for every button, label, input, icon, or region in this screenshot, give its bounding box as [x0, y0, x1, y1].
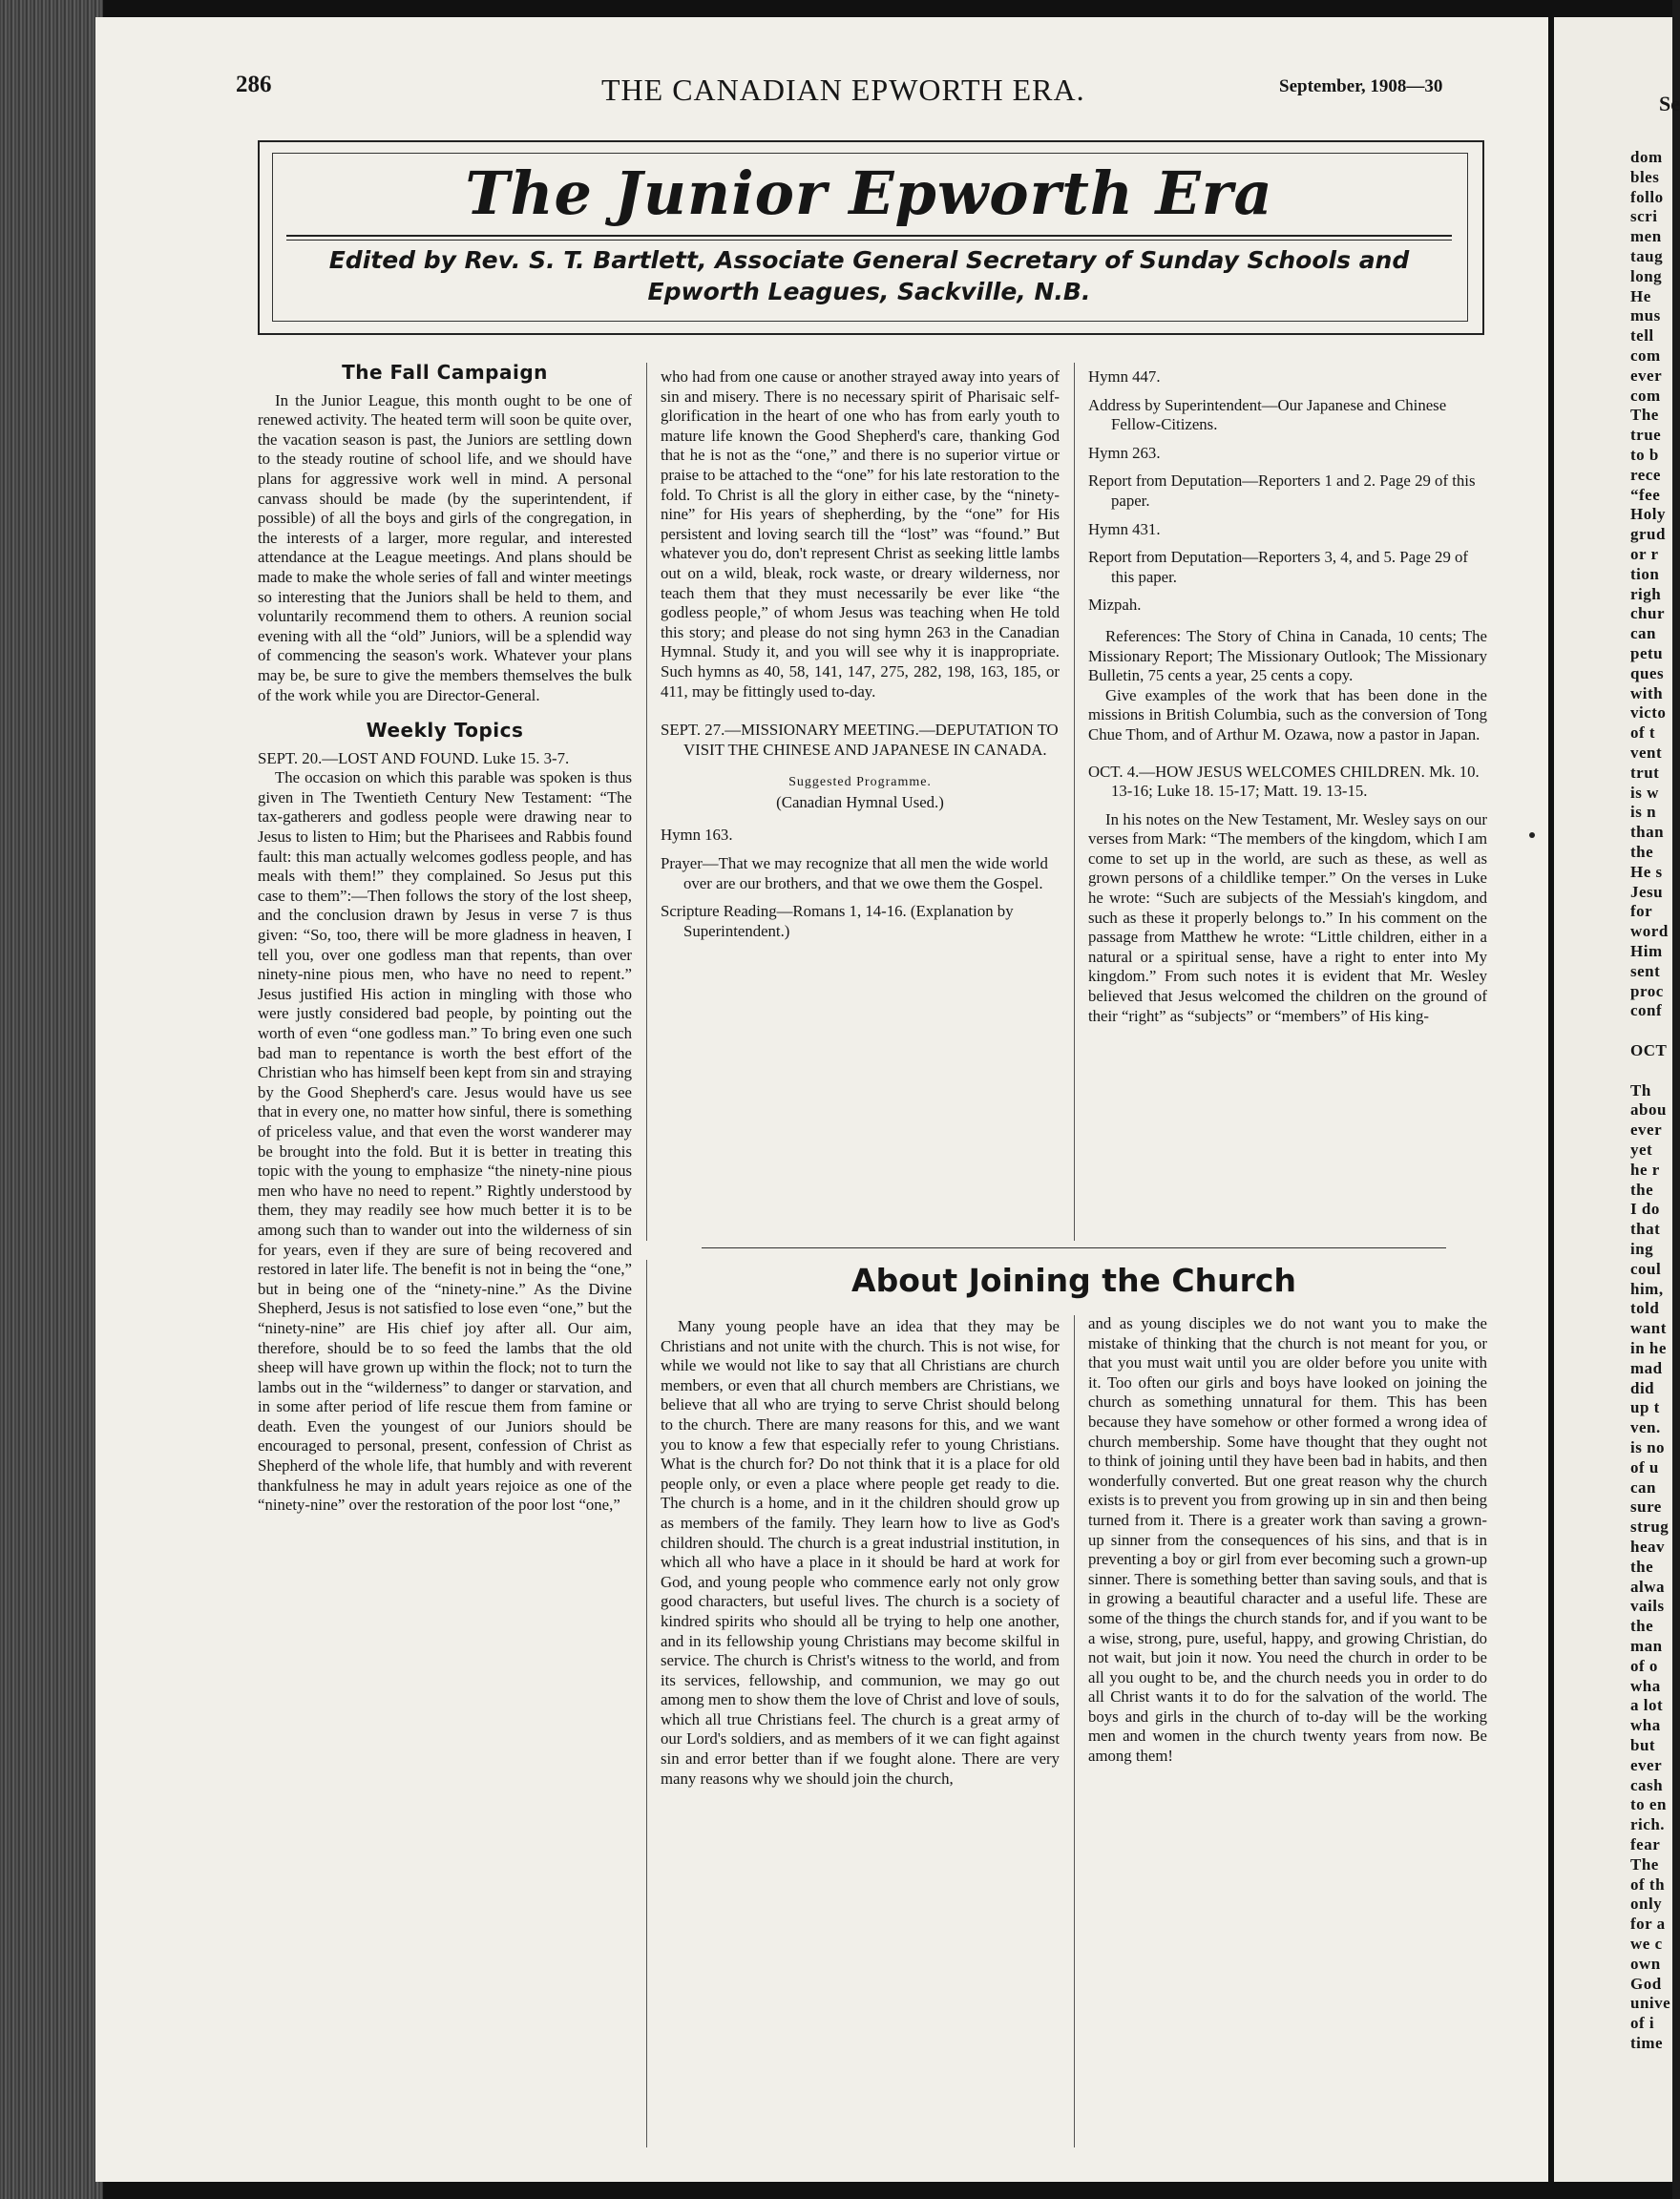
adjacent-page-line: of th: [1630, 1874, 1666, 1894]
adjacent-page-line: Holy: [1630, 505, 1666, 524]
programme-item: Report from Deputation—Reporters 1 and 2. Page 29 of this paper.: [1088, 471, 1476, 510]
fall-campaign-body: In the Junior League, this month ought to be one of renewed activity. The heated term will soon be quite over, the vacation season is past, the Juniors are settling down to the steady routine of school life, and we should have plans for aggressive work well in mind. A personal canvass should be made (by the superintendent, if possible) of all the boys and girls of the congregation, in the interests of a larger, more regular, and interested attendance at the League meetings. And plans should be made to make the whole series of fall and winter meetings so interesting that the Juniors shall be held to them, and voluntarily recommend them to others. A reunion social evening with all the “old” Juniors, will be a splendid way of commencing the season's work. Whatever your plans may be, be sure to give the members themselves the bulk of the work while you are Director-General.: [258, 390, 632, 704]
adjacent-page-line: tion: [1630, 564, 1660, 583]
adjacent-page-line: Th: [1630, 1080, 1651, 1100]
adjacent-page-line: com: [1630, 346, 1661, 365]
adjacent-page-line: can: [1630, 624, 1656, 643]
adjacent-page-line: The: [1630, 1854, 1659, 1874]
adjacent-page-line: for: [1630, 902, 1653, 921]
masthead-title: The Junior Epworth Era: [465, 158, 1273, 228]
masthead-rule-thin: [286, 240, 1452, 241]
adjacent-page-line: cash: [1630, 1775, 1664, 1794]
adjacent-page-line: petu: [1630, 644, 1664, 662]
masthead-editor-line-2: Epworth Leagues, Sackville, N.B.: [647, 278, 1091, 305]
adjacent-page-line: want: [1630, 1319, 1667, 1338]
adjacent-page-line: OCT: [1630, 1041, 1668, 1059]
adjacent-page-line: conf: [1630, 1001, 1663, 1020]
adjacent-page-line: Jesu: [1630, 882, 1664, 901]
adjacent-page-line: we c: [1630, 1935, 1663, 1953]
adjacent-page-line: own: [1630, 1954, 1661, 1973]
adjacent-page-line: rich.: [1630, 1815, 1666, 1834]
adjacent-page-line: victo: [1630, 703, 1667, 723]
adjacent-page-line: ques: [1630, 663, 1665, 682]
joining-church-text-1: Many young people have an idea that they may be Christians and not unite with the church. This is not wise, for while we would not like to say that all Christians are church members, or even that all church members are Christians, we believe that all who are trying to serve Christ should belong to the church. There are many reasons for this, and we want you to know a few that especially refer to young Christians. What is the church for? Do not think that it is a place for old people only, or even a place where people get ready to die. The church is a home, and in it the children should grow up as members of the family. They learn how to live as God's children should. The church is a great industrial institution, in which all who have a place in it should be hard at work for God, and young people who commence early not only grow good characters, but useful lives. The church is a society of kindred spirits who should all be trying to help one another, and in its fellowship young Christians may become skilful in service. The church is Christ's witness to the world, and from its services, fellowship, and communion, we may go out among men to show them the love of Christ and love of souls, which all true Christians feel. The church is a great army of our Lord's soldiers, and as members of it we can fight against sin and error better than if we fought alone. There are very many reasons why we should join the church,: [661, 1317, 1060, 1788]
adjacent-page-line: the: [1630, 1557, 1654, 1576]
adjacent-page-line: men: [1630, 227, 1662, 246]
adjacent-page-line: ever: [1630, 1755, 1663, 1774]
sept20-continued: who had from one cause or another strayed away into years of sin and misery. There is no necessary spirit of Pharisaic self-glorification in the heart of one who has from early youth to mature life known the Good Shepherd's care, thanking God that he is not as the “one,” and there is no superior virtue or praise to be attached to the “one” for his late restoration to the fold. To Christ is all the glory in either case, by the “ninety-nine” for His years of shepherding, by the “one” for His persistent and loving search till the “lost” was “found.” But whatever you do, don't represent Christ as seeking little lambs out on a wild, bleak, rock waste, or dreary wilderness, nor teach them that they must necessarily be ever like “the godless people,” of whom Jesus was teaching when He told this story; and please do not sing hymn 263 in the Canadian Hymnal. Study it, and you will see why it is inappropriate. Such hymns as 40, 58, 141, 147, 275, 282, 198, 163, 185, or 411, may be fittingly used to-day.: [661, 367, 1060, 701]
adjacent-page-line: only: [1630, 1895, 1663, 1914]
programme-item: Report from Deputation—Reporters 3, 4, and 5. Page 29 of this paper.: [1088, 548, 1469, 586]
page-number: 286: [236, 72, 272, 97]
adjacent-page-line: word: [1630, 922, 1669, 941]
adjacent-page-line: mad: [1630, 1358, 1663, 1377]
fall-campaign-heading: The Fall Campaign: [342, 361, 548, 384]
adjacent-page-line: dom: [1630, 148, 1663, 166]
programme-item: Address by Superintendent—Our Japanese and Chinese Fellow-Citizens.: [1088, 395, 1447, 434]
adjacent-page-line: The: [1630, 406, 1659, 425]
masthead-editor-line-1: Edited by Rev. S. T. Bartlett, Associate General Secretary of Sunday Schools and: [328, 246, 1410, 274]
adjacent-page-line: righ: [1630, 584, 1662, 603]
adjacent-page-line: alwa: [1630, 1577, 1665, 1596]
column-divider-2b: [1074, 1315, 1075, 2147]
adjacent-page: [1554, 17, 1680, 2182]
adjacent-page-line: of o: [1630, 1656, 1658, 1675]
issue-date: September, 1908—30: [1279, 76, 1443, 96]
adjacent-page-line: time: [1630, 2034, 1664, 2052]
adjacent-page-line: wha: [1630, 1716, 1661, 1735]
masthead-rule: [286, 235, 1452, 237]
adjacent-page-line: he r: [1630, 1160, 1660, 1179]
adjacent-page-line: He s: [1630, 862, 1663, 881]
adjacent-page-line: him,: [1630, 1279, 1664, 1298]
column-divider-1b: [646, 1260, 647, 2147]
publication-title: THE CANADIAN EPWORTH ERA.: [601, 73, 1085, 107]
adjacent-page-line: a lot: [1630, 1696, 1664, 1715]
adjacent-page-line: than: [1630, 823, 1665, 842]
references-paragraph: References: The Story of China in Canada, 10 cents; The Missionary Report; The Missionary Outlook; The Missionary Bulletin, 75 cents a year, 25 cents a copy.: [1088, 626, 1487, 685]
programme-subheading: (Canadian Hymnal Used.): [776, 792, 944, 811]
adjacent-page-line: fear: [1630, 1835, 1661, 1853]
sept20-body: The occasion on which this parable was spoken is thus given in The Twentieth Century New Testament: “The tax-gatherers and godless people were drawing near to Jesus to listen to Him; but the Pharisees and Rabbis found fault: this man actually welcomes godless people, and has meals with them!” they complained. So Jesus put this case to them”:—Then follows the story of the lost sheep, and the conclusion drawn by Jesus in verse 7 is thus given: “So, too, there will be more gladness in heaven, I tell you, over one godless man that repents, than over ninety-nine pious men, who have no need to repent.” Jesus justified His action in mingling with those who were justly considered bad people, by pointing out the worth of even “one godless man.” To bring even one such bad man to repentance is worth the best effort of the Christian who has himself been kept from sin and straying by the Good Shepherd's care. Jesus would have us see that in every one, no matter how sinful, there is something of priceless value, and that even the worst wanderer may be brought into the fold. But it is better in treating this topic with the young to emphasize “the ninety-nine pious men who have no need to repent.” Rightly understood by them, they may readily see how much better it is to be among such than to wander out into the wilderness of sin for years, even if they are sure of being recovered and restored in later life. The benefit is not in being the “one,” but in being one of the “ninety-nine.” As the Divine Shepherd, Jesus is not satisfied to lose even “one,” but the “ninety-nine” are His chief joy after all. Our aim, therefore, should be to so feed the lambs that the old sheep will have grown up within the flock; not to turn the lambs out in the “wilderness” to danger or starvation, and in some after period of life rescue them from famine or death. Even the youngest of our Juniors should be encouraged to personal, present, confession of Christ as Shepherd of the whole life, that humbly and with reverent thankfulness he may in adult years rejoice as one of the “ninety-nine” over the restoration of the poor lost “one,”: [258, 768, 632, 1515]
adjacent-page-line: the: [1630, 1180, 1654, 1199]
programme-item: Hymn 263.: [1088, 443, 1161, 462]
adjacent-page-line: bles: [1630, 167, 1660, 186]
weekly-topics-heading: Weekly Topics: [366, 719, 524, 743]
adjacent-page-line: scri: [1630, 207, 1658, 226]
adjacent-page-line: ever: [1630, 366, 1663, 385]
adjacent-page-line: is w: [1630, 783, 1659, 802]
adjacent-page-line: to b: [1630, 446, 1659, 464]
programme-item: Mizpah.: [1088, 596, 1142, 615]
adjacent-page-line: for a: [1630, 1915, 1666, 1934]
oct4-body: In his notes on the New Testament, Mr. Wesley says on our verses from Mark: “The members of the kingdom, which I am come to set up in the world, are such as these, as well as grown persons of a childlike temper.” On the verses in Luke he wrote: “Such are subjects of the Messiah's kingdom, and such as these it properly belongs to.” In his comment on the passage from Matthew he wrote: “Little children, either in a natural or a spiritual sense, have a right to enter into My kingdom.” From such notes it is evident that Mr. Wesley believed that Jesus welcomed the children on the ground of their “right” as “subjects” or “members” of His king-: [1088, 809, 1488, 1025]
adjacent-page-line: chur: [1630, 604, 1665, 623]
column-divider-1: [646, 363, 647, 1241]
examples-paragraph: Give examples of the work that has been done in the missions in British Columbia, such as the conversion of Tong Chue Thom, and of Arthur M. Ozawa, now a pastor in Japan.: [1088, 685, 1487, 743]
adjacent-page-line: com: [1630, 386, 1661, 405]
adjacent-page-line: in he: [1630, 1339, 1667, 1357]
book-binding: [0, 0, 103, 2199]
adjacent-page-line: to en: [1630, 1795, 1667, 1814]
adjacent-page-line: of u: [1630, 1457, 1659, 1476]
adjacent-page-line: tell: [1630, 326, 1654, 346]
adjacent-page-line: with: [1630, 683, 1664, 702]
adjacent-page-line: ever: [1630, 1120, 1663, 1140]
adjacent-page-line: vent: [1630, 743, 1663, 762]
adjacent-page-line: follo: [1630, 187, 1664, 206]
adjacent-page-line: long: [1630, 266, 1663, 285]
adjacent-page-line: of i: [1630, 2014, 1655, 2033]
adjacent-page-line: “fee: [1630, 485, 1661, 504]
column-divider-2: [1074, 363, 1075, 1241]
programme-heading: Suggested Programme.: [788, 775, 932, 790]
joining-church-column-1: [661, 1317, 1060, 1789]
adjacent-page-line: wha: [1630, 1676, 1661, 1695]
adjacent-page-line: mus: [1630, 306, 1661, 325]
adjacent-page-line: but: [1630, 1736, 1656, 1754]
adjacent-page-line: He: [1630, 286, 1651, 305]
joining-church-text-2: and as young disciples we do not want you to make the mistake of thinking that the church is not meant for you, or that you must wait until you are older before you unite with it. Too often our girls and boys have looked on joining the church as something unnatural for them. This has been because they have somehow or other formed a wrong idea of church membership. Some have thought that they ought not to think of joining until they have been bad in habits, and then wonderfully converted. But one great reason why the church exists is to prevent you from growing up in sin and then being turned from it. There is a greater work than saving a grown-up sinner from the consequences of his sins, and that is in preventing a boy or girl from ever becoming such a grown-up sinner. There is something better than saving souls, and that is in growing a beautiful character and a useful life. These are some of the things the church stands for, and if you want to be a wise, strong, pure, useful, happy, and growing Christian, do not wait, but join it now. You need the church in order to be all you ought to be, and the church needs you in order to do all Christ wants it to do for the salvation of the world. The boys and girls in the church of to-day will be the working men and women in the church twenty years from now. Be among them!: [1088, 1314, 1487, 1766]
joining-church-heading: About Joining the Church: [851, 1262, 1296, 1299]
oct4-title: OCT. 4.—HOW JESUS WELCOMES CHILDREN. Mk. 10. 13-16; Luke 18. 15-17; Matt. 19. 13-15.: [1088, 762, 1480, 801]
programme-item: Hymn 163.: [661, 826, 733, 845]
adjacent-page-line: that: [1630, 1220, 1661, 1239]
adjacent-page-line: I do: [1630, 1200, 1660, 1219]
adjacent-page-line: heav: [1630, 1538, 1665, 1556]
adjacent-page-line: told: [1630, 1299, 1660, 1318]
adjacent-page-line: is n: [1630, 803, 1657, 822]
adjacent-page-line: or r: [1630, 545, 1659, 563]
sept27-title: SEPT. 27.—MISSIONARY MEETING.—DEPUTATION TO VISIT THE CHINESE AND JAPANESE IN CANADA.: [661, 721, 1059, 759]
programme-item: Scripture Reading—Romans 1, 14-16. (Explanation by Superintendent.): [661, 902, 1014, 940]
adjacent-page-line: abou: [1630, 1100, 1667, 1120]
adjacent-page-line: God: [1630, 1974, 1662, 1993]
column-2: [661, 367, 1060, 941]
adjacent-page-line: Him: [1630, 942, 1663, 960]
adjacent-page-line: yet: [1630, 1141, 1653, 1159]
adjacent-page-line: ven.: [1630, 1418, 1661, 1437]
sept20-title: SEPT. 20.—LOST AND FOUND. Luke 15. 3-7.: [258, 748, 570, 767]
joining-church-column-2: [1088, 1314, 1487, 1767]
adjacent-page-line: sure: [1630, 1497, 1662, 1517]
adjacent-page-line: up t: [1630, 1398, 1660, 1417]
adjacent-page-line: ing: [1630, 1240, 1654, 1258]
adjacent-page-line: trut: [1630, 763, 1660, 782]
adjacent-page-line: proc: [1630, 981, 1664, 1000]
adjacent-page-line: strug: [1630, 1518, 1670, 1537]
adjacent-page-line: the: [1630, 843, 1654, 861]
adjacent-page-line: unive: [1630, 1994, 1671, 2013]
adjacent-page-line: the: [1630, 1617, 1654, 1636]
column-3: [1088, 367, 1487, 1026]
column-1: [258, 363, 632, 1516]
adjacent-page-line: true: [1630, 426, 1662, 445]
programme-item: Hymn 447.: [1088, 367, 1161, 386]
adjacent-page-line: taug: [1630, 247, 1664, 265]
programme-item: Prayer—That we may recognize that all men the wide world over are our brothers, and that we owe them the Gospel.: [661, 854, 1048, 892]
section-rule: [702, 1247, 1446, 1248]
print-speck: [1529, 832, 1535, 838]
adjacent-page-line: vails: [1630, 1597, 1665, 1616]
adjacent-page-line: can: [1630, 1477, 1656, 1497]
adjacent-page-line: coul: [1630, 1259, 1662, 1278]
adjacent-page-line: grud: [1630, 525, 1666, 544]
adjacent-page-line: of t: [1630, 723, 1656, 743]
adjacent-page-header: Se: [1659, 92, 1680, 115]
adjacent-page-line: rece: [1630, 465, 1661, 484]
adjacent-page-line: sent: [1630, 961, 1661, 980]
programme-item: Hymn 431.: [1088, 519, 1161, 538]
adjacent-page-line: man: [1630, 1637, 1663, 1655]
adjacent-page-line: did: [1630, 1378, 1655, 1397]
adjacent-page-line: is no: [1630, 1438, 1666, 1456]
